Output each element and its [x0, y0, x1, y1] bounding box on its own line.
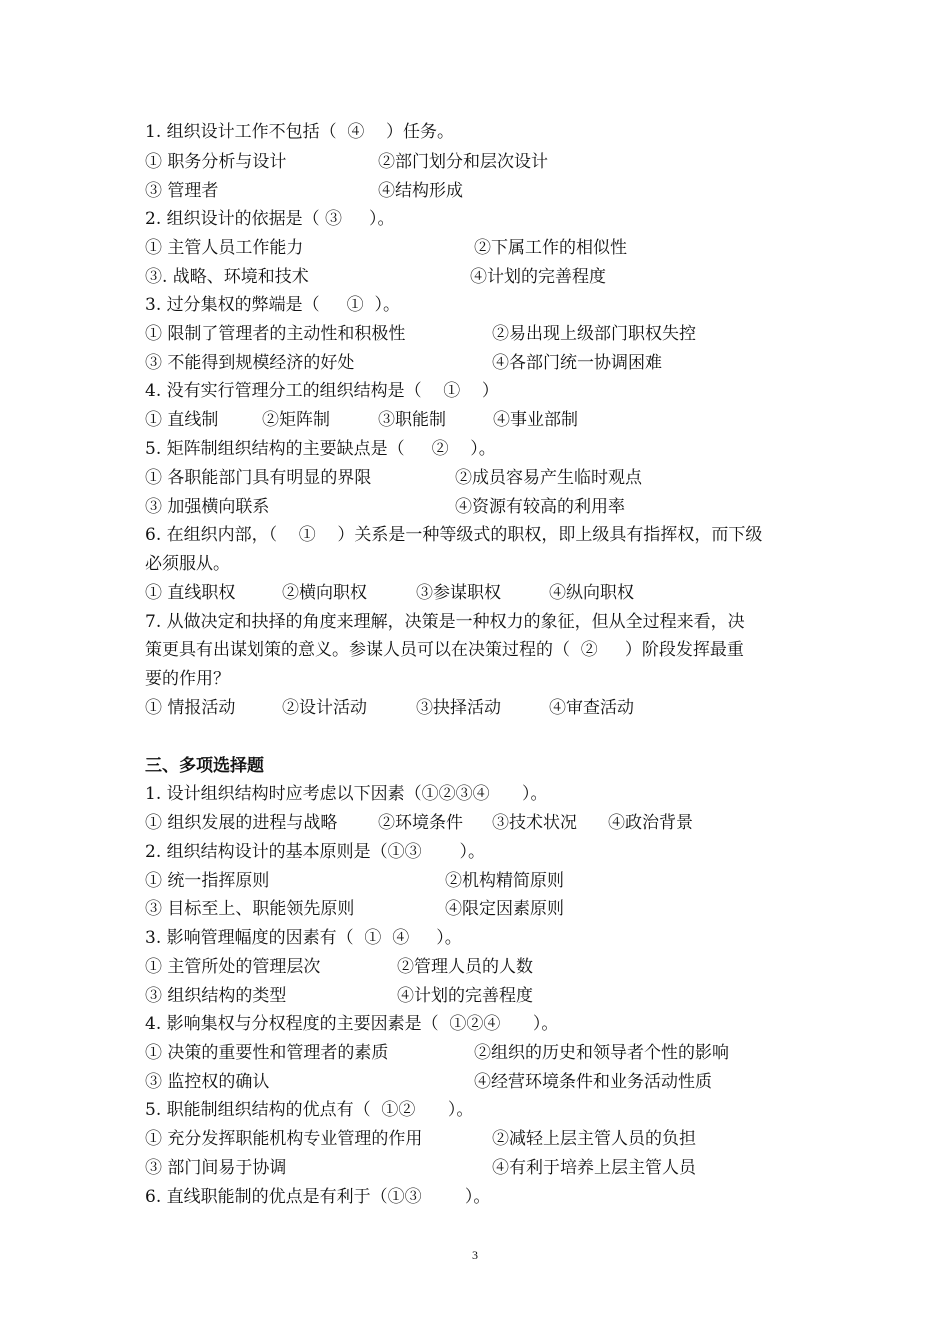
- option: ③ 监控权的确认: [145, 1072, 270, 1092]
- option: ④经营环境条件和业务活动性质: [474, 1072, 712, 1092]
- option: ②管理人员的人数: [397, 957, 533, 977]
- option: ④各部门统一协调困难: [492, 353, 662, 373]
- option: ① 各职能部门具有明显的界限: [145, 468, 372, 488]
- option: ① 直线职权: [145, 583, 236, 603]
- question-6-cont: 必须服从。: [145, 554, 230, 574]
- mc-question-2: 2. 组织结构设计的基本原则是（①③ ）。: [145, 842, 485, 862]
- option: ① 主管所处的管理层次: [145, 957, 321, 977]
- option: ②横向职权: [282, 583, 367, 603]
- option: ① 主管人员工作能力: [145, 238, 304, 258]
- question-3: 3. 过分集权的弊端是（ ① ）。: [145, 295, 400, 315]
- option: ① 职务分析与设计: [145, 152, 287, 172]
- mc-question-5: 5. 职能制组织结构的优点有（ ①② ）。: [145, 1100, 474, 1120]
- option: ① 组织发展的进程与战略: [145, 813, 338, 833]
- option: ②机构精简原则: [445, 871, 564, 891]
- question-2: 2. 组织设计的依据是（ ③ ）。: [145, 209, 395, 229]
- option: ① 决策的重要性和管理者的素质: [145, 1043, 389, 1063]
- question-7-cont: 要的作用？: [145, 669, 230, 689]
- mc-question-6: 6. 直线职能制的优点是有利于（①③ ）。: [145, 1187, 491, 1207]
- question-7: 7. 从做决定和抉择的角度来理解，决策是一种权力的象征，但从全过程来看，决: [145, 612, 745, 632]
- option: ④计划的完善程度: [470, 267, 606, 287]
- option: ③技术状况: [492, 813, 577, 833]
- question-5: 5. 矩阵制组织结构的主要缺点是（ ② ）。: [145, 439, 496, 459]
- option: ③. 战略、环境和技术: [145, 267, 309, 287]
- mc-question-4: 4. 影响集权与分权程度的主要因素是（ ①②④ ）。: [145, 1014, 559, 1034]
- option: ②组织的历史和领导者个性的影响: [474, 1043, 729, 1063]
- option: ④政治背景: [608, 813, 693, 833]
- option: ②下属工作的相似性: [474, 238, 627, 258]
- question-4: 4. 没有实行管理分工的组织结构是（ ① ）: [145, 381, 499, 401]
- option: ③ 目标至上、职能领先原则: [145, 899, 355, 919]
- option: ① 统一指挥原则: [145, 871, 270, 891]
- option: ③ 管理者: [145, 181, 219, 201]
- option: ③职能制: [378, 410, 446, 430]
- option: ① 直线制: [145, 410, 219, 430]
- option: ④资源有较高的利用率: [455, 497, 625, 517]
- option: ④计划的完善程度: [397, 986, 533, 1006]
- option: ②易出现上级部门职权失控: [492, 324, 696, 344]
- option: ④纵向职权: [549, 583, 634, 603]
- question-1: 1. 组织设计工作不包括（ ④ ）任务。: [145, 122, 455, 142]
- option: ②成员容易产生临时观点: [455, 468, 642, 488]
- mc-question-3: 3. 影响管理幅度的因素有（ ① ④ ）。: [145, 928, 462, 948]
- option: ③抉择活动: [416, 698, 501, 718]
- option: ④有利于培养上层主管人员: [492, 1158, 696, 1178]
- option: ④限定因素原则: [445, 899, 564, 919]
- option: ④结构形成: [378, 181, 463, 201]
- option: ④审查活动: [549, 698, 634, 718]
- option: ③ 组织结构的类型: [145, 986, 287, 1006]
- option: ④事业部制: [493, 410, 578, 430]
- question-6: 6. 在组织内部，（ ① ）关系是一种等级式的职权，即上级具有指挥权，而下级: [145, 525, 763, 545]
- question-7-cont: 策更具有出谋划策的意义。参谋人员可以在决策过程的（ ② ）阶段发挥最重: [145, 640, 744, 660]
- page-number: 3: [472, 1248, 478, 1262]
- option: ②矩阵制: [262, 410, 330, 430]
- option: ②减轻上层主管人员的负担: [492, 1129, 696, 1149]
- option: ②环境条件: [378, 813, 463, 833]
- option: ②设计活动: [282, 698, 367, 718]
- option: ① 充分发挥职能机构专业管理的作用: [145, 1129, 423, 1149]
- mc-question-1: 1. 设计组织结构时应考虑以下因素（①②③④ ）。: [145, 784, 548, 804]
- option: ③ 部门间易于协调: [145, 1158, 287, 1178]
- option: ① 情报活动: [145, 698, 236, 718]
- option: ②部门划分和层次设计: [378, 152, 548, 172]
- option: ① 限制了管理者的主动性和积极性: [145, 324, 406, 344]
- option: ③ 不能得到规模经济的好处: [145, 353, 355, 373]
- section-heading: 三、多项选择题: [145, 756, 264, 776]
- option: ③参谋职权: [416, 583, 501, 603]
- option: ③ 加强横向联系: [145, 497, 270, 517]
